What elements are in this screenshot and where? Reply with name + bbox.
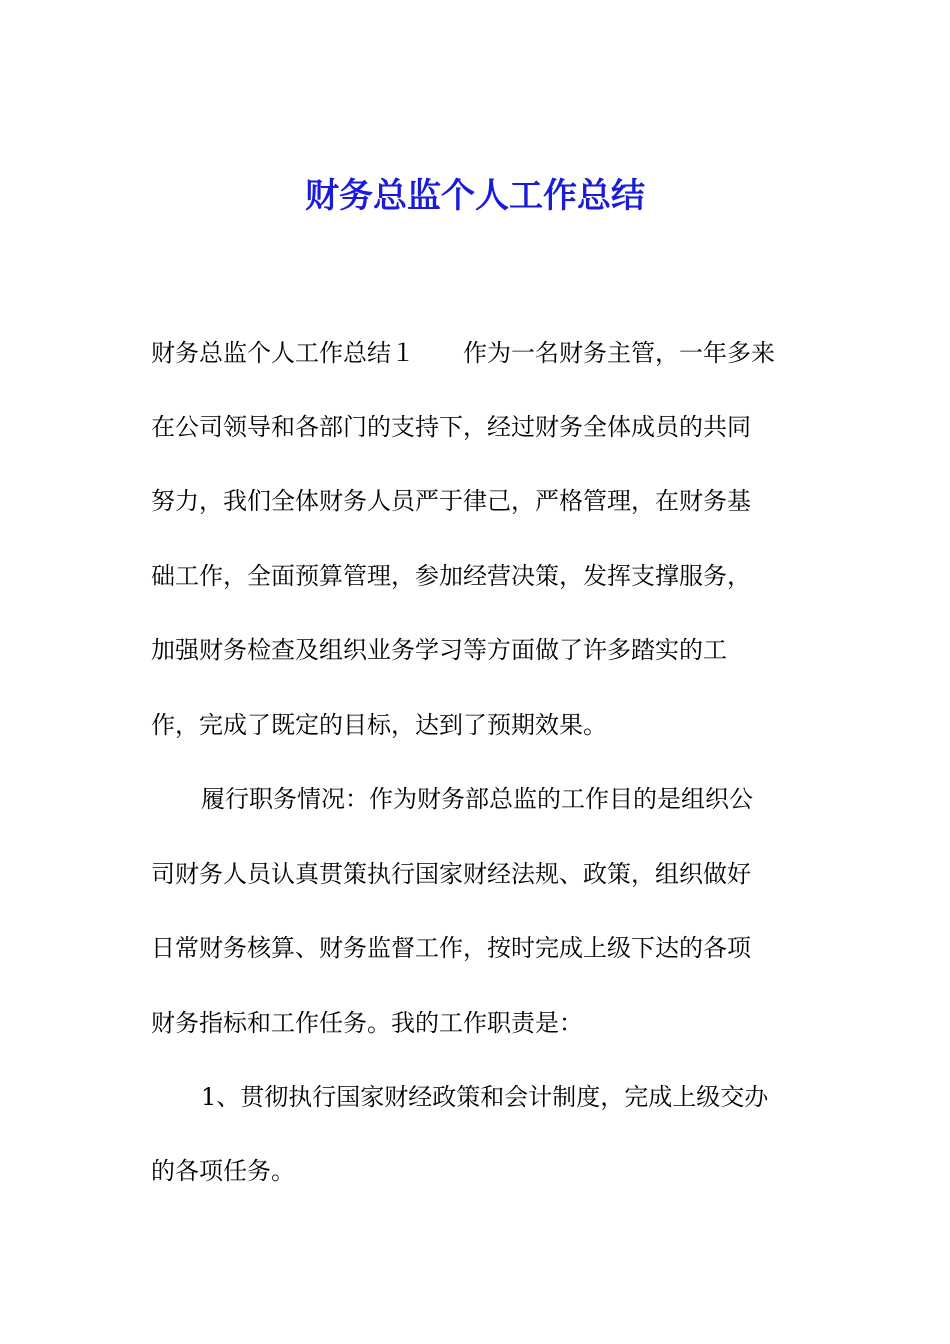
body-line-5: 加强财务检查及组织业务学习等方面做了许多踏实的工: [151, 636, 727, 664]
body-line-3: 努力，我们全体财务人员严于律己，严格管理，在财务基: [151, 487, 751, 515]
body-line-2: 在公司领导和各部门的支持下，经过财务全体成员的共同: [151, 413, 751, 441]
body-line-1: 财务总监个人工作总结１ 作为一名财务主管，一年多来: [151, 339, 775, 367]
body-line-4: 础工作，全面预算管理，参加经营决策，发挥支撑服务，: [151, 562, 751, 590]
document-title: 财务总监个人工作总结: [305, 176, 645, 216]
body-line-12: 的各项任务。: [151, 1157, 295, 1185]
body-line-8: 司财务人员认真贯策执行国家财经法规、政策，组织做好: [151, 860, 751, 888]
body-line-10: 财务指标和工作任务。我的工作职责是：: [151, 1009, 583, 1037]
body-line-9: 日常财务核算、财务监督工作，按时完成上级下达的各项: [151, 934, 751, 962]
body-line-7: 履行职务情况：作为财务部总监的工作目的是组织公: [201, 785, 753, 813]
body-line-6: 作，完成了既定的目标，达到了预期效果。: [151, 711, 607, 739]
body-line-11: 1、贯彻执行国家财经政策和会计制度，完成上级交办: [201, 1083, 769, 1111]
